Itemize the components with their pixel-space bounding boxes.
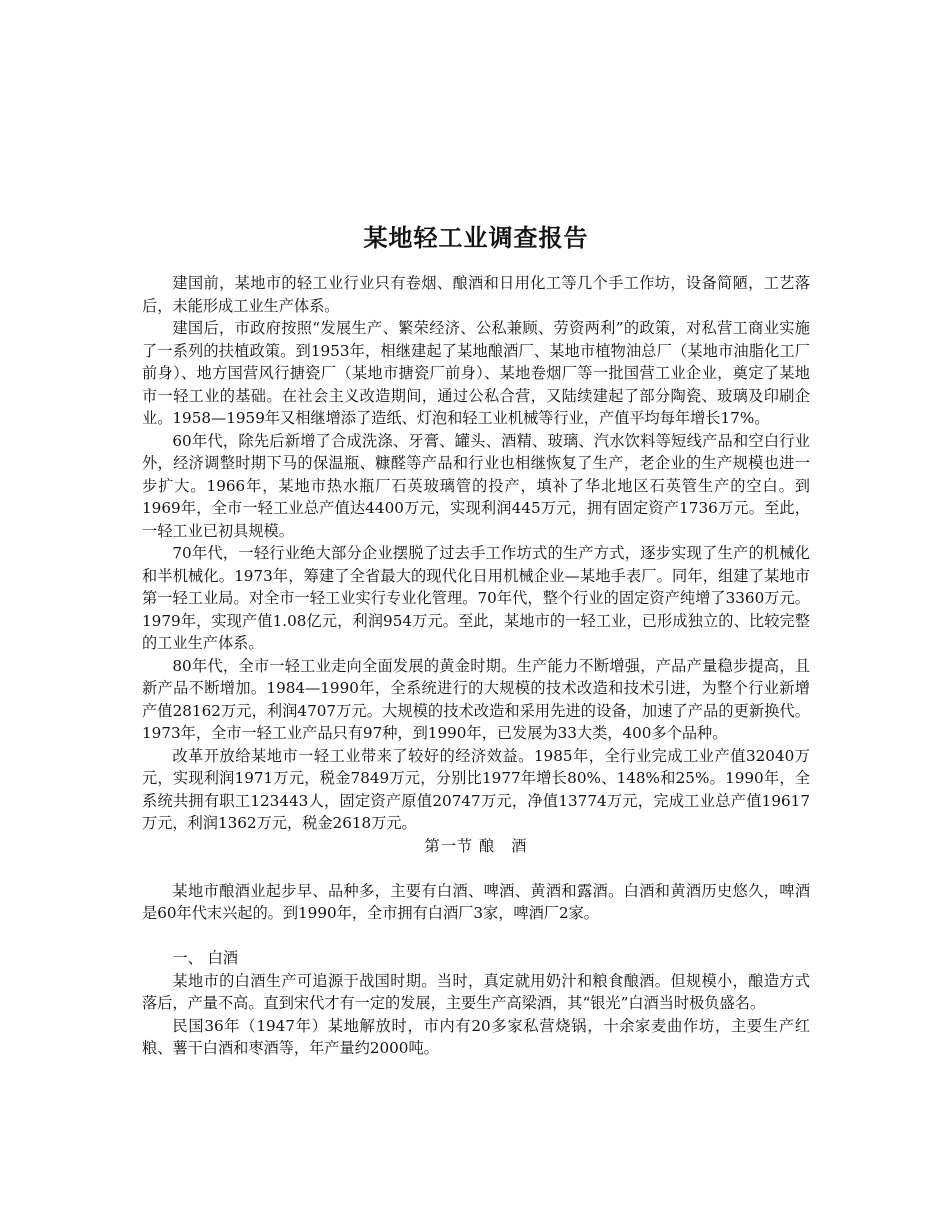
document-body — [142, 272, 810, 1060]
paragraph-1980s: 80年代，全市一轻工业走向全面发展的黄金时期。生产能力不断增强，产品产量稳步提高，且新产品不断增加。1984—1990年，全系统进行的大规模的技术改造和技术引进，为整个行业新增产值28162万元，利润4707万元。大规模的技术改造和采用先进的设备，加速了产品的更新换代。1973年，全市一轻工业产品只有97种，到1990年，已发展为33大类，400多个品种。 — [142, 656, 810, 742]
subsection-heading: 一、 白酒 — [172, 949, 238, 967]
section-heading: 第一节 酿 酒 — [424, 836, 528, 855]
document-title: 某地轻工业调查报告 — [363, 224, 589, 252]
paragraph-pre-liberation: 建国前，某地市的轻工业行业只有卷烟、酿酒和日用化工等几个手工作坊，设备简陋，工艺落后，未能形成工业生产体系。 — [142, 274, 810, 315]
spacer — [142, 857, 810, 880]
paragraph-reform: 改革开放给某地市一轻工业带来了较好的经济效益。1985年，全行业完成工业产值32040万元，实现利润1971万元，税金7849万元，分别比1977年增长80%、148%和25%。1990年，全系统共拥有职工123443人，固定资产原值20747万元，净值13774万元，完成工业总产值19617万元，利润1362万元，税金2618万元。 — [142, 746, 810, 832]
paragraph-1970s: 70年代，一轻行业绝大部分企业摆脱了过去手工作坊式的生产方式，逐步实现了生产的机械化和半机械化。1973年，筹建了全省最大的现代化日用机械企业—某地手表厂。同年，组建了某地市第一轻工业局。对全市一轻工业实行专业化管理。70年代，整个行业的固定资产纯增了3360万元。1979年，实现产值1.08亿元，利润954万元。至此，某地市的一轻工业，已形成独立的、比较完整的工业生产体系。 — [142, 544, 810, 652]
paragraph-1960s: 60年代，除先后新增了合成洗涤、牙膏、罐头、酒精、玻璃、汽水饮料等短线产品和空白行业外，经济调整时期下马的保温瓶、糠醛等产品和行业也相继恢复了生产，老企业的生产规模也进一步扩大。1966年，某地市热水瓶厂石英玻璃管的投产，填补了华北地区石英管生产的空白。到1969年，全市一轻工业总产值达4400万元，实现利润445万元，拥有固定资产1736万元。至此，一轻工业已初具规模。 — [142, 431, 810, 540]
section-intro: 某地市酿酒业起步早、品种多，主要有白酒、啤酒、黄酒和露酒。白酒和黄酒历史悠久，啤酒是60年代末兴起的。到1990年，全市拥有白酒厂3家，啤酒厂2家。 — [142, 881, 810, 922]
paragraph-baijiu-1947: 民国36年（1947年）某地解放时，市内有20多家私营烧锅，十余家麦曲作坊，主要生产红粮、薯干白酒和枣酒等，年产量约2000吨。 — [142, 1016, 810, 1057]
paragraph-post-liberation: 建国后，市政府按照“发展生产、繁荣经济、公私兼顾、劳资两利”的政策，对私营工商业实施了一系列的扶植政策。到1953年，相继建起了某地酿酒厂、某地市植物油总厂（某地市油脂化工厂前身）、地方国营风行搪瓷厂（某地市搪瓷厂前身）、某地卷烟厂等一批国营工业企业，奠定了某地市一轻工业的基础。在社会主义改造期间，通过公私合营，又陆续建起了部分陶瓷、玻璃及印刷企业。1958—1959年又相继增添了造纸、灯泡和轻工业机械等行业，产值平均每年增长17%。 — [142, 319, 810, 427]
paragraph-baijiu-history: 某地市的白酒生产可追源于战国时期。当时，真定就用奶汁和粮食酿酒。但规模小，酿造方式落后，产量不高。直到宋代才有一定的发展，主要生产高梁酒，其“银光”白酒当时极负盛名。 — [142, 971, 810, 1012]
spacer — [142, 925, 810, 948]
